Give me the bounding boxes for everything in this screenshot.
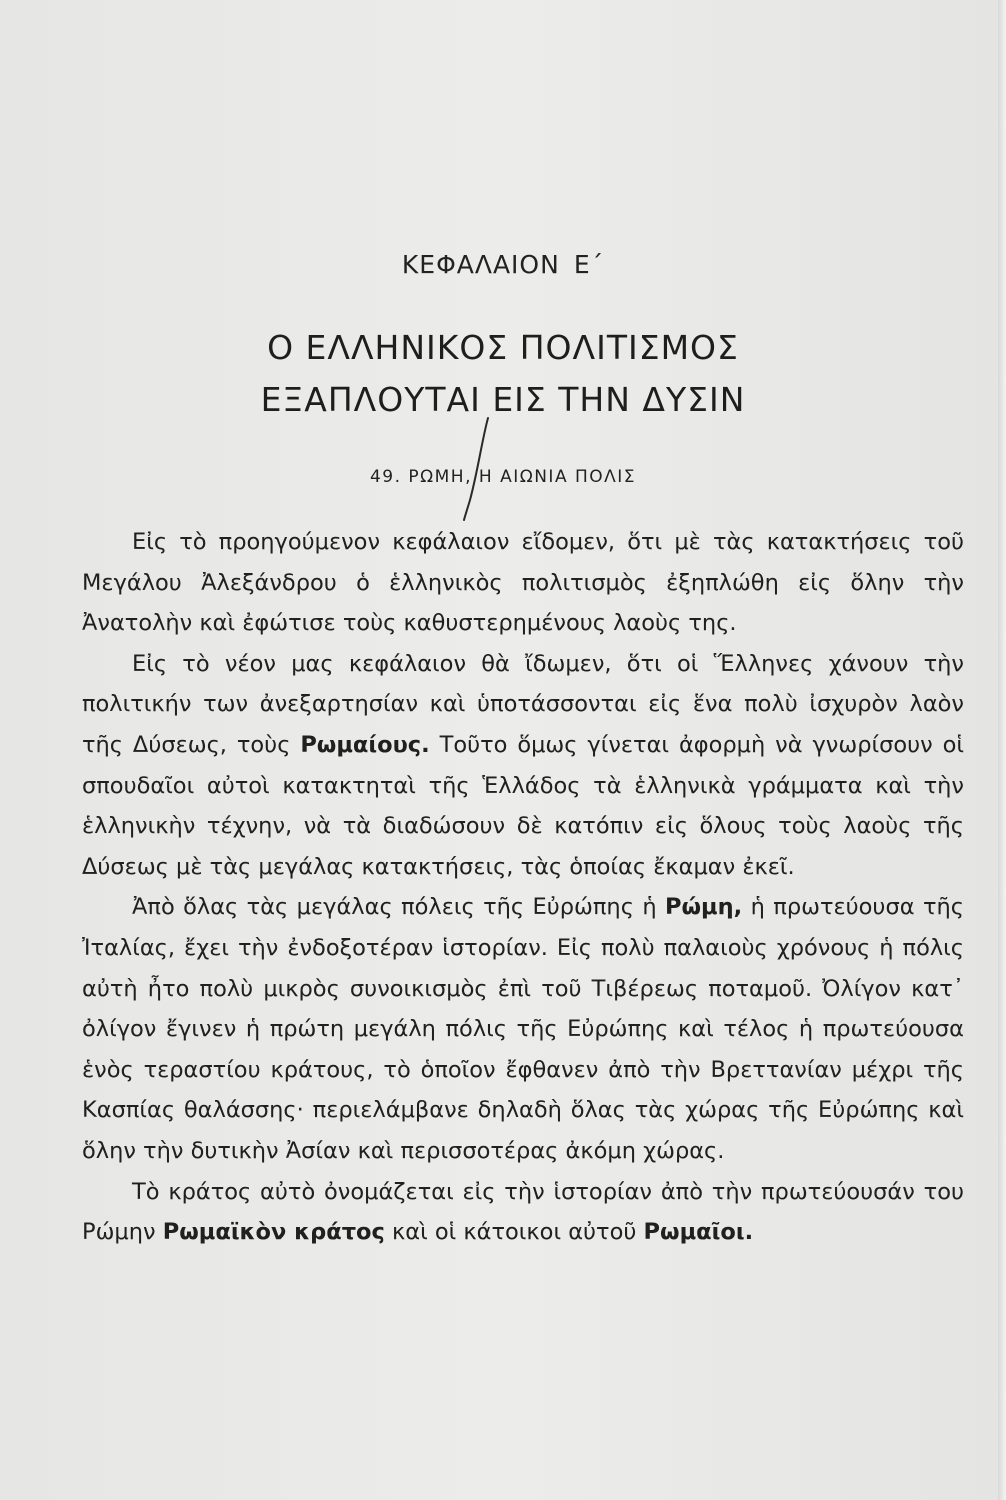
chapter-number: Ε΄ — [573, 250, 605, 279]
chapter-title-line-1: Ο ΕΛΛΗΝΙΚΟΣ ΠΟΛΙΤΙΣΜΟΣ — [267, 328, 739, 367]
text-segment: καὶ οἱ κάτοικοι αὐτοῦ — [384, 1219, 644, 1246]
chapter-word: ΚΕΦΑΛΑΙΟΝ — [401, 250, 560, 279]
paragraph — [82, 1172, 964, 1253]
bold-term: Ρωμαῖοι. — [643, 1219, 754, 1246]
bold-term: Ρωμαϊκὸν κράτος — [162, 1219, 385, 1246]
paragraph — [82, 644, 964, 888]
section-heading: 49. ΡΩΜΗ, Η ΑΙΩΝΙΑ ΠΟΛΙΣ — [369, 467, 637, 487]
text-segment: Εἰς τὸ προηγούμενον κεφάλαιον εἴδομεν, ὅτι μὲ τὰς κατακτήσεις τοῦ Μεγάλου Ἀλεξάνδρου ὁ ἑλληνικὸς πολιτισμὸς ἐξηπλώθη εἰς ὅλην τὴν Ἀνατολὴν καὶ ἐφώτισε τοὺς καθυστερημένους λαοὺς της. — [82, 529, 964, 637]
text-segment: Εἰς τὸ νέον μας κεφάλαιον θὰ ἴδωμεν, ὅτι οἱ Ἕλληνες χάνουν τὴν πολιτικήν των ἀνεξαρτησίαν καὶ ὑποτάσσονται εἰς ἕνα πολὺ ἰσχυρὸν λαὸν τῆς Δύσεως, τοὺς — [82, 650, 964, 758]
bold-term: Ρώμη, — [665, 894, 743, 921]
text-segment: Τὸ κράτος αὐτὸ ὀνομάζεται εἰς τὴν ἱστορίαν ἀπὸ τὴν πρωτεύουσάν του Ρώμην — [82, 1178, 964, 1246]
paragraph — [82, 522, 964, 644]
paragraph — [82, 887, 964, 1171]
body-text — [82, 522, 964, 1253]
text-segment: ἡ πρωτεύουσα τῆς Ἰταλίας, ἔχει τὴν ἐνδοξοτέραν ἱστορίαν. Εἰς πολὺ παλαιοὺς χρόνους ἡ πόλις αὐτὴ ἦτο πολὺ μικρὸς συνοικισμὸς ἐπὶ τοῦ Τιβέρεως ποταμοῦ. Ὀλίγον κατ᾽ ὀλίγον ἔγινεν ἡ πρώτη μεγάλη πόλις τῆς Εὐρώπης καὶ τέλος ἡ πρωτεύουσα ἑνὸς τεραστίου κράτους, τὸ ὁποῖον ἔφθανεν ἀπὸ τὴν Βρεττανίαν μέχρι τῆς Κασπίας θαλάσσης· περιελάμβανε δηλαδὴ ὅλας τὰς χώρας τῆς Εὐρώπης καὶ ὅλην τὴν δυτικὴν Ἀσίαν καὶ περισσοτέρας ἀκόμη χώρας. — [82, 894, 964, 1164]
text-segment: Τοῦτο ὅμως γίνεται ἀφορμὴ νὰ γνωρίσουν οἱ σπουδαῖοι αὐτοὶ κατακτηταὶ τῆς Ἑλλάδος τὰ ἑλληνικὰ γράμματα καὶ τὴν ἑλληνικὴν τέχνην, νὰ τὰ διαδώσουν δὲ κατόπιν εἰς ὅλους τοὺς λαοὺς τῆς Δύσεως μὲ τὰς μεγάλας κατακτήσεις, τὰς ὁποίας ἔκαμαν ἐκεῖ. — [82, 731, 964, 880]
chapter-title-line-2: ΕΞΑΠΛΟΥΤΑΙ ΕΙΣ ΤΗΝ ΔΥΣΙΝ — [260, 380, 746, 419]
text-segment: Ἀπὸ ὅλας τὰς μεγάλας πόλεις τῆς Εὐρώπης ἡ — [132, 894, 665, 921]
bold-term: Ρωμαίους. — [300, 731, 430, 758]
